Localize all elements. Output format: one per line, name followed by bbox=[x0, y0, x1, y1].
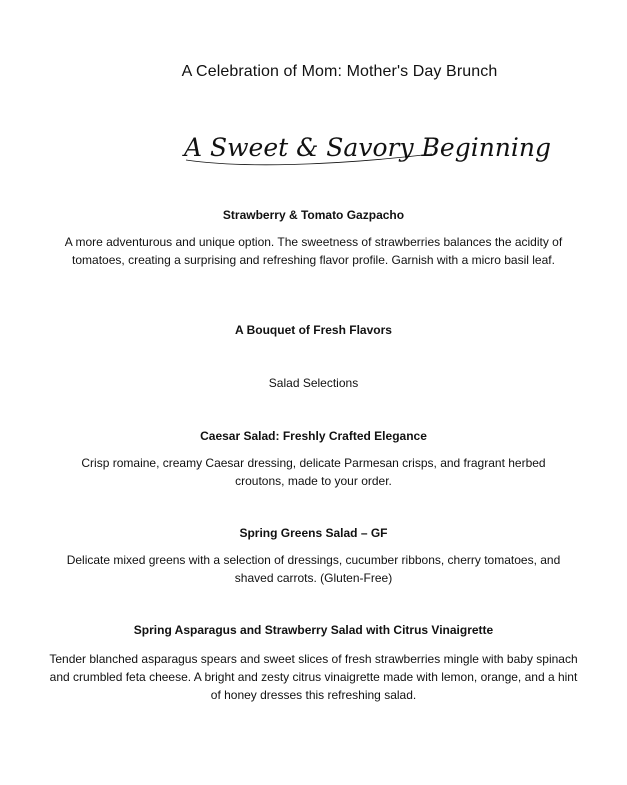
dish-name-asparagus: Spring Asparagus and Strawberry Salad with Citrus Vinaigrette bbox=[133, 623, 494, 637]
gazpacho-description-block bbox=[40, 233, 587, 269]
dish-description-asparagus: Tender blanched asparagus spears and sweet slices of fresh strawberries mingle with baby spinach and crumbled feta cheese. A bright and zesty citrus vinaigrette made with lemon, orange, and a hint of honey dresses this refreshing salad. bbox=[49, 652, 578, 702]
subsection-label-salads: Salad Selections bbox=[268, 376, 359, 390]
spring-greens-description-block bbox=[55, 551, 572, 587]
caesar-item bbox=[40, 429, 587, 443]
script-heading-graphic bbox=[180, 124, 552, 172]
script-heading-text: A Sweet & Savory Beginning bbox=[184, 133, 552, 162]
asparagus-item bbox=[40, 623, 587, 637]
dish-name-gazpacho: Strawberry & Tomato Gazpacho bbox=[222, 208, 405, 222]
dish-description-gazpacho: A more adventurous and unique option. The sweetness of strawberries balances the acidity of tomatoes, creating a surprising and refreshing flavor profile. Garnish with a micro basil leaf. bbox=[64, 235, 563, 267]
asparagus-description-block bbox=[45, 650, 582, 704]
script-heading bbox=[180, 124, 552, 172]
dish-description-caesar: Crisp romaine, creamy Caesar dressing, delicate Parmesan crisps, and fragrant herbed croutons, made to your order. bbox=[81, 456, 546, 488]
gazpacho-item bbox=[40, 208, 587, 222]
section-heading-bouquet: A Bouquet of Fresh Flavors bbox=[235, 323, 392, 337]
caesar-description-block bbox=[60, 454, 567, 490]
dish-name-caesar: Caesar Salad: Freshly Crafted Elegance bbox=[200, 429, 427, 443]
spring-greens-item bbox=[40, 526, 587, 540]
dish-name-spring-greens: Spring Greens Salad – GF bbox=[239, 526, 388, 540]
salad-selections-block bbox=[40, 376, 587, 390]
dish-description-spring-greens: Delicate mixed greens with a selection of dressings, cucumber ribbons, cherry tomatoes, and shaved carrots. (Gluten-Free) bbox=[66, 553, 561, 585]
page-title: A Celebration of Mom: Mother's Day Brunch bbox=[181, 63, 498, 80]
bouquet-heading-block bbox=[40, 323, 587, 337]
